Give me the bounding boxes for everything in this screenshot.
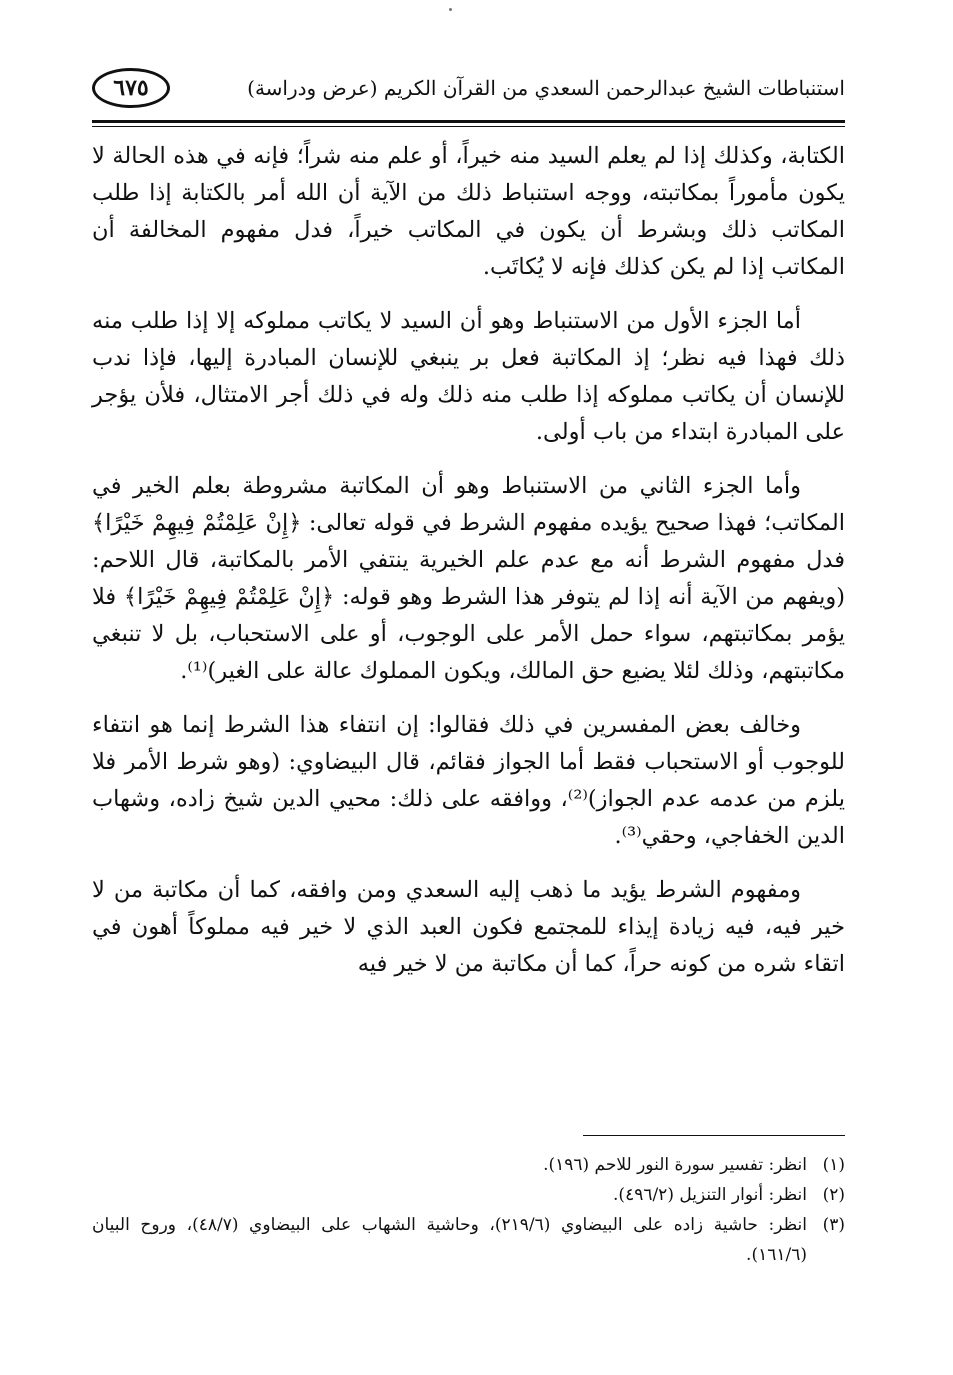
footnote-separator: [583, 1135, 845, 1136]
footnote-text: انظر: أنوار التنزيل (٤٩٦/٢).: [613, 1185, 807, 1205]
footnote: [92, 1150, 845, 1180]
main-text: [92, 138, 845, 1000]
footnote-number: (١): [822, 1155, 845, 1175]
footnote: [92, 1180, 845, 1210]
footnote-text: انظر: حاشية زاده على البيضاوي (٢١٩/٦)، وحاشية الشهاب على البيضاوي (٤٨/٧)، وروح البيان (١٦١/٦).: [92, 1215, 807, 1265]
paragraph: وخالف بعض المفسرين في ذلك فقالوا: إن انتفاء هذا الشرط إنما هو انتفاء للوجوب أو الاستحباب فقط أما الجواز فقائم، قال البيضاوي: (وهو شرط الأمر فلا يلزم من عدمه عدم الجواز)⁽²⁾، ووافقه على ذلك: محيي الدين شيخ زاده، وشهاب الدين الخفاجي، وحقي⁽³⁾.: [92, 712, 845, 849]
footnote-text: انظر: تفسير سورة النور للاحم (١٩٦).: [543, 1155, 807, 1175]
footnote: [92, 1210, 845, 1270]
page-number: ٦٧٥: [92, 68, 170, 108]
paragraph: الكتابة، وكذلك إذا لم يعلم السيد منه خيراً، أو علم منه شراً؛ فإنه في هذه الحالة لا يكون مأموراً بمكاتبته، ووجه استنباط ذلك من الآية أن الله أمر بالكتابة إذا طلب المكاتب ذلك وبشرط أن يكون في المكاتب خيراً، فدل مفهوم المخالفة أن المكاتب إذا لم يكن كذلك فإنه لا يُكاتَب.: [92, 143, 845, 280]
header-rule-thick: [92, 120, 845, 123]
running-header: [92, 62, 845, 118]
paragraph: وأما الجزء الثاني من الاستنباط وهو أن المكاتبة مشروطة بعلم الخير في المكاتب؛ فهذا صحيح يؤيده مفهوم الشرط في قوله تعالى: ﴿إِنْ عَلِمْتُمْ فِيهِمْ خَيْرًا﴾ فدل مفهوم الشرط أنه مع عدم علم الخيرية ينتفي الأمر بالمكاتبة، قال اللاحم: (ويفهم من الآية أنه إذا لم يتوفر هذا الشرط وهو قوله: ﴿إِنْ عَلِمْتُمْ فِيهِمْ خَيْرًا﴾ فلا يؤمر بمكاتبتهم، سواء حمل الأمر على الوجوب، أو على الاستحباب، بل لا تنبغي مكاتبتهم، وذلك لئلا يضيع حق المالك، ويكون المملوك عالة على الغير)⁽¹⁾.: [92, 473, 845, 684]
header-rule-thin: [92, 126, 845, 127]
footnotes: [92, 1150, 845, 1270]
footnote-number: (٢): [822, 1185, 845, 1205]
footnote-number: (٣): [822, 1215, 845, 1235]
header-title: استنباطات الشيخ عبدالرحمن السعدي من القرآن الكريم (عرض ودراسة): [247, 76, 845, 100]
paragraph: أما الجزء الأول من الاستنباط وهو أن السيد لا يكاتب مملوكه إلا إذا طلب منه ذلك فهذا فيه نظر؛ إذ المكاتبة فعل بر ينبغي للإنسان المبادرة إليها، فإذا ندب للإنسان أن يكاتب مملوكه إذا طلب منه ذلك وله في ذلك أجر الامتثال، فلأن يؤجر على المبادرة ابتداء من باب أولى.: [92, 308, 845, 445]
paragraph: ومفهوم الشرط يؤيد ما ذهب إليه السعدي ومن وافقه، كما أن مكاتبة من لا خير فيه، فيه زيادة إيذاء للمجتمع فكون العبد الذي لا خير فيه مملوكاً أهون في اتقاء شره من كونه حراً، كما أن مكاتبة من لا خير فيه: [92, 877, 845, 977]
scan-speck: [449, 8, 452, 11]
